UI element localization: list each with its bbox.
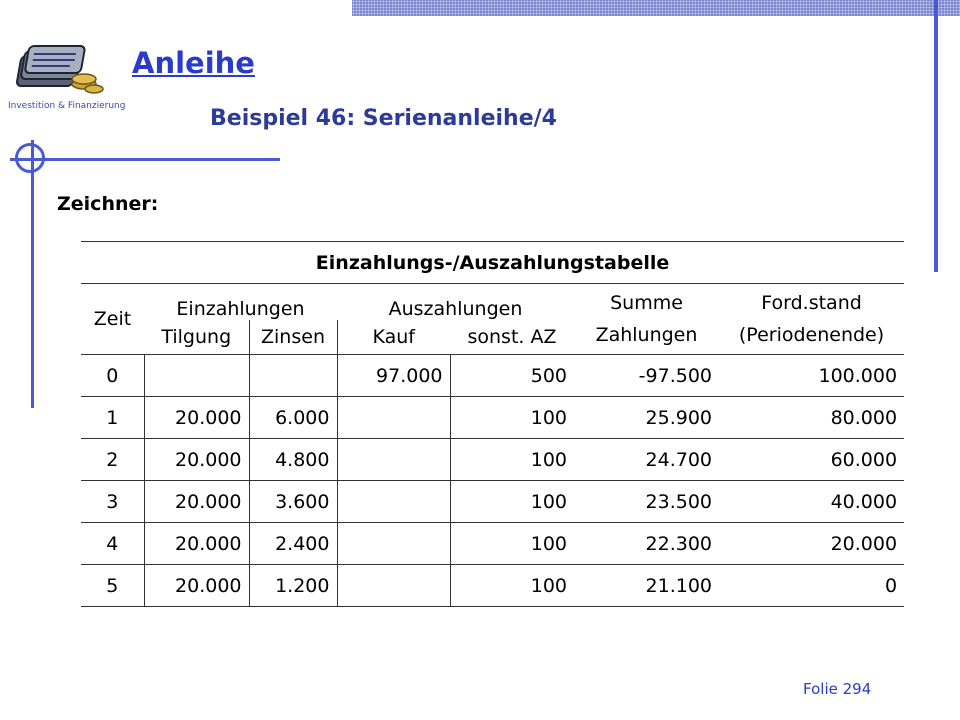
header-zinsen: Zinsen (249, 320, 337, 355)
cell-ford: 0 (719, 565, 904, 607)
cell-sonst: 100 (450, 481, 574, 523)
cell-kauf (337, 523, 450, 565)
table-row (81, 439, 904, 481)
header-auszahlungen: Auszahlungen (388, 298, 523, 320)
table-row (81, 565, 904, 607)
cell-zinsen: 2.400 (249, 523, 337, 565)
cell-tilgung (144, 355, 249, 397)
header-zeit: Zeit (81, 284, 144, 355)
cell-tilgung: 20.000 (144, 565, 249, 607)
cell-ford: 20.000 (719, 523, 904, 565)
payment-table (81, 241, 904, 607)
cell-zinsen: 3.600 (249, 481, 337, 523)
cell-ford: 60.000 (719, 439, 904, 481)
cell-sonst: 100 (450, 439, 574, 481)
cell-sonst: 100 (450, 397, 574, 439)
logo-caption: Investition & Finanzierung (8, 101, 126, 111)
header-ford (719, 284, 904, 355)
cell-kauf (337, 565, 450, 607)
table-header-row (81, 284, 904, 321)
cell-kauf (337, 481, 450, 523)
cell-summe: 22.300 (574, 523, 719, 565)
header-summe-line2: Zahlungen (595, 324, 698, 346)
cell-ford: 40.000 (719, 481, 904, 523)
header-summe-line1: Summe (610, 292, 683, 314)
top-decorative-band (352, 0, 960, 16)
table-row (81, 481, 904, 523)
cell-ford: 100.000 (719, 355, 904, 397)
cell-tilgung: 20.000 (144, 523, 249, 565)
table-caption-row (81, 242, 904, 284)
cell-summe: 23.500 (574, 481, 719, 523)
crosshair-circle (15, 143, 45, 173)
cell-zeit: 4 (81, 523, 144, 565)
cell-tilgung: 20.000 (144, 397, 249, 439)
header-tilgung: Tilgung (144, 320, 249, 355)
header-ford-line2: (Periodenende) (738, 324, 885, 346)
header-sonst: sonst. AZ (450, 320, 574, 355)
cell-summe: -97.500 (574, 355, 719, 397)
table-row (81, 355, 904, 397)
page-subtitle: Beispiel 46: Serienanleihe/4 (210, 106, 557, 131)
cell-zinsen: 6.000 (249, 397, 337, 439)
left-horizontal-rule (10, 158, 280, 161)
cell-summe: 24.700 (574, 439, 719, 481)
page-title: Anleihe (132, 46, 255, 80)
header-summe (574, 284, 719, 355)
cell-ford: 80.000 (719, 397, 904, 439)
cell-kauf (337, 439, 450, 481)
cell-tilgung: 20.000 (144, 439, 249, 481)
money-stack-icon (14, 42, 104, 97)
table-row (81, 523, 904, 565)
cell-sonst: 500 (450, 355, 574, 397)
table-caption: Einzahlungs-/Auszahlungstabelle (81, 242, 904, 284)
slide-number: Folie 294 (803, 680, 872, 698)
cell-zeit: 0 (81, 355, 144, 397)
cell-zinsen (249, 355, 337, 397)
cell-zeit: 3 (81, 481, 144, 523)
cell-tilgung: 20.000 (144, 481, 249, 523)
cell-sonst: 100 (450, 565, 574, 607)
cell-summe: 25.900 (574, 397, 719, 439)
cell-summe: 21.100 (574, 565, 719, 607)
cell-zinsen: 1.200 (249, 565, 337, 607)
left-vertical-rule (31, 140, 34, 408)
cell-zeit: 2 (81, 439, 144, 481)
header-ford-line1: Ford.stand (761, 292, 862, 314)
cell-sonst: 100 (450, 523, 574, 565)
section-label: Zeichner: (57, 193, 159, 215)
cell-kauf: 97.000 (337, 355, 450, 397)
right-vertical-rule (934, 0, 938, 272)
cell-zinsen: 4.800 (249, 439, 337, 481)
header-einzahlungen: Einzahlungen (176, 298, 305, 320)
table-row (81, 397, 904, 439)
cell-zeit: 5 (81, 565, 144, 607)
cell-zeit: 1 (81, 397, 144, 439)
header-kauf: Kauf (337, 320, 450, 355)
cell-kauf (337, 397, 450, 439)
